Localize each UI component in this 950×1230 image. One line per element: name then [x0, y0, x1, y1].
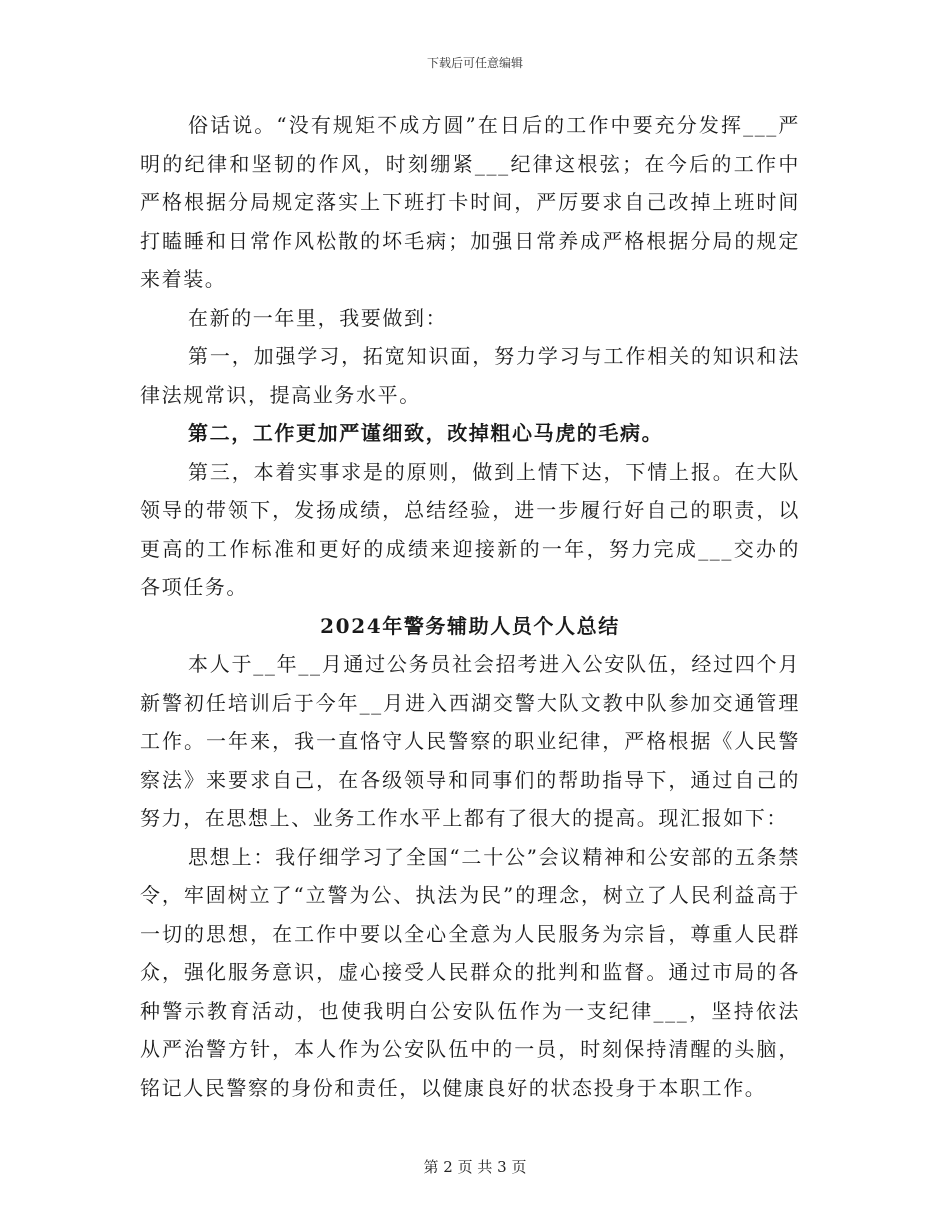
- paragraph-discipline: 俗话说。“没有规矩不成方圆”在日后的工作中要充分发挥___严明的纪律和坚韧的作风，时刻绷紧___纪律这根弦；在今后的工作中严格根据分局规定落实上下班打卡时间，严厉要求自己改掉上班时间打瞌睡和日常作风松散的坏毛病；加强日常养成严格根据分局的规定来着装。: [140, 113, 800, 291]
- page-header-note: 下载后可任意编辑: [426, 56, 523, 70]
- paragraph-first-goal: 第一，加强学习，拓宽知识面，努力学习与工作相关的知识和法律法规常识，提高业务水平。: [140, 344, 800, 407]
- document-body: [140, 106, 800, 1107]
- paragraph-new-year-intro: 在新的一年里，我要做到：: [188, 305, 448, 330]
- section-title: 2024年警务辅助人员个人总结: [320, 613, 620, 638]
- paragraph-introduction: 本人于__年__月通过公务员社会招考进入公安队伍，经过四个月新警初任培训后于今年__月进入西湖交警大队文教中队参加交通管理工作。一年来，我一直恪守人民警察的职业纪律，严格根据《人民警察法》来要求自己，在各级领导和同事们的帮助指导下，通过自己的努力，在思想上、业务工作水平上都有了很大的提高。现汇报如下：: [140, 652, 800, 830]
- paragraph-third-goal: 第三，本着实事求是的原则，做到上情下达，下情上报。在大队领导的带领下，发扬成绩，总结经验，进一步履行好自己的职责，以更高的工作标准和更好的成绩来迎接新的一年，努力完成___交办的各项任务。: [140, 459, 800, 599]
- page-number: 第 2 页 共 3 页: [423, 1158, 527, 1176]
- paragraph-second-goal: 第二，工作更加严谨细致，改掉粗心马虎的毛病。: [188, 421, 664, 445]
- paragraph-ideology: 思想上：我仔细学习了全国“二十公”会议精神和公安部的五条禁令，牢固树立了“立警为公、执法为民”的理念，树立了人民利益高于一切的思想，在工作中要以全心全意为人民服务为宗旨，尊重人民群众，强化服务意识，虚心接受人民群众的批判和监督。通过市局的各种警示教育活动，也使我明白公安队伍作为一支纪律___，坚持依法从严治警方针，本人作为公安队伍中的一员，时刻保持清醒的头脑，铭记人民警察的身份和责任，以健康良好的状态投身于本职工作。: [140, 844, 800, 1100]
